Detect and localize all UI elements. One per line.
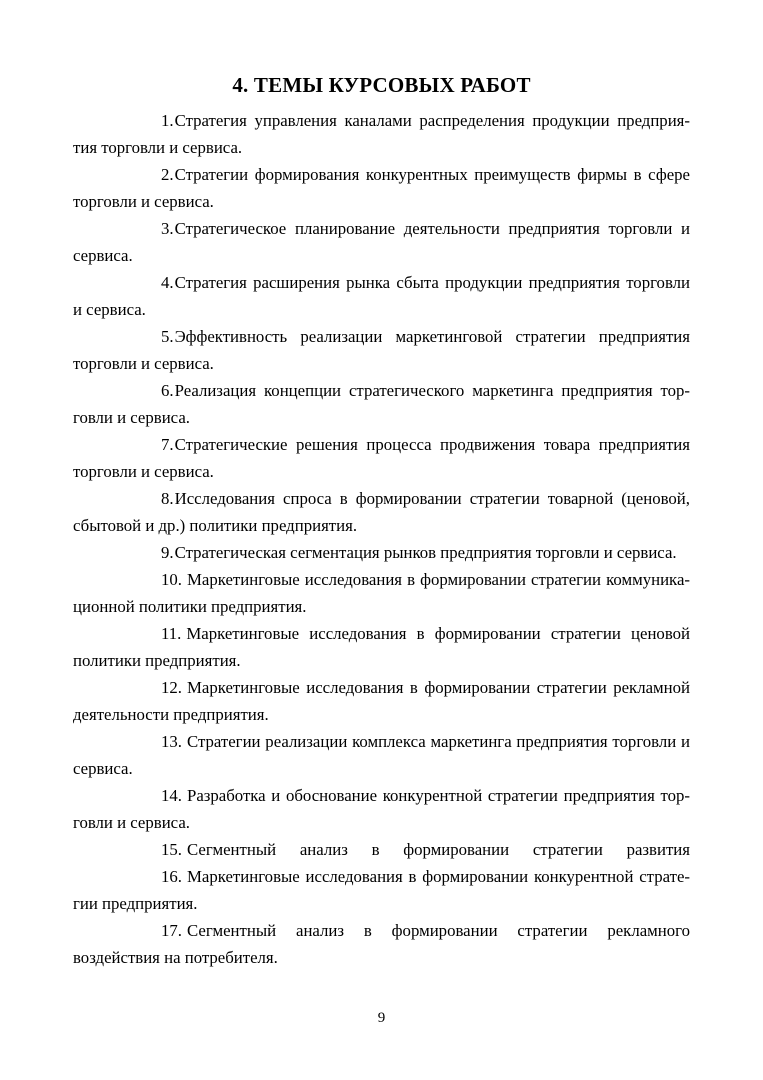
topic-text: Маркетинговые исследования в формировании стратегии ценовой политики предприятия. <box>73 624 690 670</box>
topic-text: Стратегические решения процесса продвижения товара предприятия торговли и сервиса. <box>73 435 690 481</box>
topic-item <box>73 324 690 378</box>
topic-item <box>73 864 690 918</box>
page-number: 9 <box>377 1010 386 1026</box>
topic-text: Стратегии реализации комплекса маркетинга предприятия торговли и сервиса. <box>73 732 690 778</box>
topic-item <box>73 837 690 864</box>
topic-item <box>73 783 690 837</box>
topic-text: Стратегии формирования конкурентных преимуществ фирмы в сфере торговли и сервиса. <box>73 165 690 211</box>
topic-number: 7. <box>161 435 174 454</box>
topic-number: 1. <box>161 111 174 130</box>
topic-text: Стратегическое планирование деятельности предприятия торговли и сервиса. <box>73 219 690 265</box>
topic-item <box>73 216 690 270</box>
topic-item <box>73 675 690 729</box>
topic-text: Маркетинговые исследования в формировании конкурентной стратегии предприятия. <box>73 867 690 913</box>
topic-item <box>73 729 690 783</box>
topic-number: 8. <box>161 489 174 508</box>
topic-item <box>73 540 690 567</box>
topic-item <box>73 432 690 486</box>
topic-item <box>73 108 690 162</box>
topic-number: 14. <box>161 786 182 805</box>
topic-text: Разработка и обоснование конкурентной стратегии предприятия торговли и сервиса. <box>73 786 690 832</box>
topic-text: Исследования спроса в формировании стратегии товарной (ценовой, сбытовой и др.) политики предприятия. <box>73 489 690 535</box>
topic-item <box>73 567 690 621</box>
section-heading: 4. ТЕМЫ КУРСОВЫХ РАБОТ <box>232 73 531 97</box>
topic-number: 10. <box>161 570 182 589</box>
topic-item <box>73 270 690 324</box>
topic-number: 9. <box>161 543 174 562</box>
topic-number: 12. <box>161 678 182 697</box>
topic-text: Стратегия расширения рынка сбыта продукции предприятия торговли и сервиса. <box>73 273 690 319</box>
topic-item <box>73 378 690 432</box>
topic-number: 4. <box>161 273 174 292</box>
topic-text: Стратегическая сегментация рынков предприятия торговли и сервиса. <box>174 543 677 562</box>
topic-text: Сегментный анализ в формировании стратегии развития <box>186 840 690 859</box>
topic-text: Эффективность реализации маркетинговой стратегии предприятия торговли и сервиса. <box>73 327 690 373</box>
topic-number: 15. <box>161 840 182 859</box>
topic-text: Реализация концепции стратегического маркетинга предприятия торговли и сервиса. <box>73 381 690 427</box>
topic-text: Стратегия управления каналами распределения продукции предприятия торговли и сервиса. <box>73 111 690 157</box>
topic-item <box>73 162 690 216</box>
topic-number: 17. <box>161 921 182 940</box>
topic-text: Маркетинговые исследования в формировании стратегии коммуникационной политики предприятия. <box>73 570 690 616</box>
topic-text: Сегментный анализ в формировании стратегии рекламного воздействия на потребителя. <box>73 921 690 967</box>
topic-item <box>73 486 690 540</box>
topic-number: 16. <box>161 867 182 886</box>
coursework-topics-list <box>73 108 690 972</box>
topic-text: Маркетинговые исследования в формировании стратегии рекламной деятельности предприятия. <box>73 678 690 724</box>
topic-number: 11. <box>161 624 182 643</box>
topic-item <box>73 621 690 675</box>
topic-number: 2. <box>161 165 174 184</box>
topic-number: 3. <box>161 219 174 238</box>
document-page <box>73 0 690 1080</box>
topic-number: 5. <box>161 327 174 346</box>
topic-number: 6. <box>161 381 174 400</box>
topic-item <box>73 918 690 972</box>
topic-number: 13. <box>161 732 182 751</box>
